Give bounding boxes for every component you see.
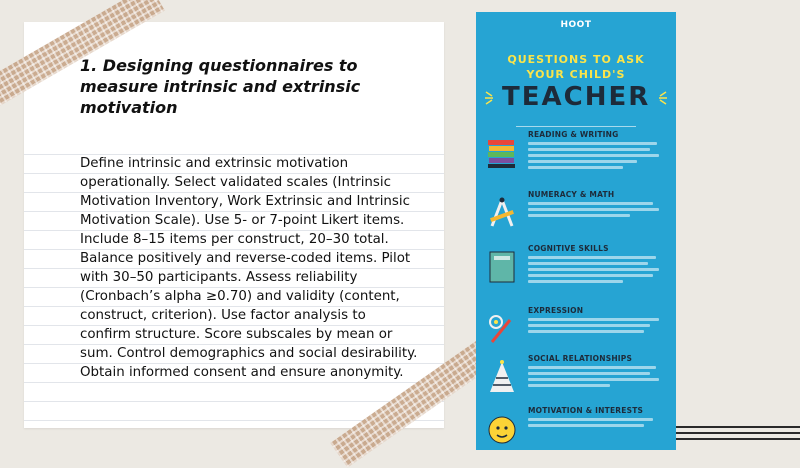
decorative-lines [676,422,800,442]
party-hat-icon [486,360,518,394]
infographic-image [476,12,676,450]
section-cognitive-skills [486,244,670,298]
slide-title: 1. Designing questionnaires to measure intrinsic and extrinsic motivation [80,56,361,117]
section-reading-writing [486,130,670,184]
section-title: COGNITIVE SKILLS [528,244,609,253]
infographic-brand: HOOT [560,20,592,30]
section-title: MOTIVATION & INTERESTS [528,406,644,415]
section-text [528,418,664,430]
section-text [528,142,664,172]
infographic-heading [476,52,676,82]
paintbrush-icon [486,312,518,346]
sparkle-right-icon [654,90,668,106]
infographic-heading-line1: QUESTIONS TO ASK [507,53,645,66]
section-numeracy-math [486,190,670,244]
section-social-relationships [486,354,670,408]
notebook-icon [486,250,518,284]
compass-ruler-icon [486,196,518,230]
section-text [528,256,664,286]
infographic-heading-line2: YOUR CHILD'S [526,68,626,81]
infographic-divider [516,126,636,127]
books-icon [486,136,518,170]
infographic-title-teacher: TEACHER [502,82,651,112]
section-text [528,202,664,220]
section-text [528,318,664,336]
section-title: NUMERACY & MATH [528,190,615,199]
section-text [528,366,664,390]
section-expression [486,306,670,360]
section-title: READING & WRITING [528,130,619,139]
sparkle-left-icon [484,90,498,106]
slide-body-text: Define intrinsic and extrinsic motivation operationally. Select validated scales (Intrinsic Motivation Inventory, Work Extrinsic and Intrinsic Motivation Scale). Use 5- or 7-point Likert items. Include 8–15 items per construct, 20–30 total. Balance positively and reverse-coded items. Pilot with 30–50 participants. Assess reliability (Cronbach’s alpha ≥0.70) and validity (content, construct, criterion). Use factor analysis to confirm structure. Score subscales by mean or sum. Control demographics and social desirability. Obtain informed consent and ensure anonymity. [80,156,418,380]
face-icon [486,412,518,446]
section-motivation-interests [486,406,670,450]
section-title: SOCIAL RELATIONSHIPS [528,354,633,363]
section-title: EXPRESSION [528,306,584,315]
